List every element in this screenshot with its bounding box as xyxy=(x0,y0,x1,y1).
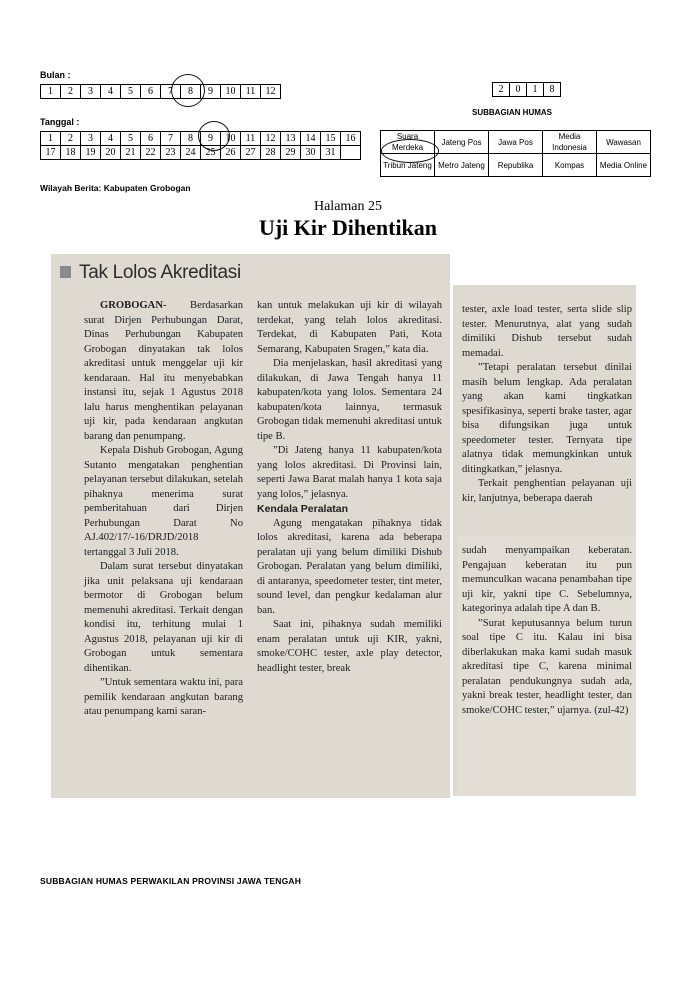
article-paragraph xyxy=(84,299,243,444)
cell: 9 xyxy=(201,85,221,99)
cell: 6 xyxy=(141,85,161,99)
article-column-3-top xyxy=(462,303,632,506)
cell: 25 xyxy=(201,146,221,160)
cell: 21 xyxy=(121,146,141,160)
cell: Media Indonesia xyxy=(543,131,597,154)
paragraph-text: Dia menjelaskan, hasil akreditasi yang dilakukan, di Jawa Tengah hanya 11 kabupaten/kota yang lolos. Sementara 24 kabupaten/kota lainnya, termasuk Grobogan tidak memenuhi akreditasi untuk tipe B. xyxy=(257,358,442,442)
article-paragraph xyxy=(84,676,243,720)
cell: 3 xyxy=(81,132,101,146)
cell: 1 xyxy=(527,83,544,97)
cell: 17 xyxy=(41,146,61,160)
cell: Tribun Jateng xyxy=(381,154,435,177)
cell: 12 xyxy=(261,132,281,146)
cell: 13 xyxy=(281,132,301,146)
dateline: GROBOGAN- xyxy=(100,300,167,311)
cell: 4 xyxy=(101,132,121,146)
cell: Wawasan xyxy=(597,131,651,154)
article-paragraph xyxy=(257,444,442,502)
cell: 23 xyxy=(161,146,181,160)
cell: Metro Jateng xyxy=(435,154,489,177)
cell: 14 xyxy=(301,132,321,146)
cell: 1 xyxy=(41,132,61,146)
tanggal-label: Tanggal : xyxy=(40,117,80,127)
cell: 5 xyxy=(121,132,141,146)
article-paragraph xyxy=(462,617,632,719)
paragraph-text: ”Di Jateng hanya 11 kabupaten/kota yang lolos akreditasi. Di Provinsi lain, seperti Jawa Barat malah hanya 1 kota saja yang lolos,” jelasnya. xyxy=(257,445,442,500)
cell: 1 xyxy=(41,85,61,99)
cell: 5 xyxy=(121,85,141,99)
cell: Suara Merdeka xyxy=(381,131,435,154)
paragraph-text: ”Tetapi peralatan tersebut dinilai masih belum lengkap. Ada peralatan yang akan kami tingkatkan spesifikasinya, seperti brake taster, agar bisa difungsikan juga untuk speedometer tester. Ternyata tipe alatnya tidak memungkinkan untuk ditingkatkan,” jelasnya. xyxy=(462,362,632,475)
cell: 3 xyxy=(81,85,101,99)
article-paragraph xyxy=(462,361,632,477)
bulan-label: Bulan : xyxy=(40,70,71,80)
cell: 26 xyxy=(221,146,241,160)
cell: 7 xyxy=(161,85,181,99)
cell: 30 xyxy=(301,146,321,160)
article-subheading: Kendala Peralatan xyxy=(257,503,349,515)
cell: 4 xyxy=(101,85,121,99)
paragraph-text: Dalam surat tersebut dinyatakan jika unit pelaksana uji kendaraan bermotor di Grobogan belum memenuhi akreditasi. Terkait dengan kondisi itu, terhitung mulai 1 Agustus 2018, pelayanan uji kir di Grobogan untuk sementara dihentikan. xyxy=(84,561,243,674)
article-paragraph xyxy=(257,618,442,676)
article-paragraph xyxy=(462,477,632,506)
cell: 29 xyxy=(281,146,301,160)
article-paragraph xyxy=(462,303,632,361)
paragraph-text: ”Untuk sementara waktu ini, para pemilik kendaraan angkutan barang atau penumpang kami saran- xyxy=(84,677,243,717)
paragraph-text: Berdasarkan surat Dirjen Perhubungan Darat, Dinas Perhubungan Kabupaten Grobogan dinyatakan tak lolos akreditasi untuk menggelar uji kir kendaraan. Hal itu menyebabkan instansi itu, sejak 1 Agustus 2018 lalu harus menghentikan pelayanan uji kir, pada kendaraan angkutan barang dan penumpang. xyxy=(84,300,243,442)
paragraph-text: Kepala Dishub Grobogan, Agung Sutanto mengatakan penghentian pelayanan tersebut dilakukan, setelah pihaknya menerima surat pemberitahuan dari Dirjen Perhubungan Darat No AJ.402/17/-16/DRJD/2018 tertanggal 3 Juli 2018. xyxy=(84,445,243,558)
article-banner: Tak Lolos Akreditasi xyxy=(60,262,241,284)
article-paragraph xyxy=(257,299,442,357)
cell: 11 xyxy=(241,132,261,146)
cell: 31 xyxy=(321,146,341,160)
cell: 8 xyxy=(181,132,201,146)
cell: 6 xyxy=(141,132,161,146)
cell: 10 xyxy=(221,132,241,146)
cell: 8 xyxy=(181,85,201,99)
cell: 2 xyxy=(61,132,81,146)
cell: 11 xyxy=(241,85,261,99)
cell: 15 xyxy=(321,132,341,146)
cell: Republika xyxy=(489,154,543,177)
cell: 2 xyxy=(61,85,81,99)
cell: 18 xyxy=(61,146,81,160)
paragraph-text: sudah menyampaikan keberatan. Pengajuan keberatan itu pun memunculkan wacana penambahan tipe uji kir, yakni tipe C. Sebelumnya, kategorinya adalah tipe A dan B. xyxy=(462,545,632,614)
cell: 8 xyxy=(544,83,561,97)
article-paragraph xyxy=(257,517,442,619)
cell: 24 xyxy=(181,146,201,160)
wilayah-berita: Wilayah Berita: Kabupaten Grobogan xyxy=(40,183,191,193)
cell: 22 xyxy=(141,146,161,160)
paragraph-text: ”Surat keputusannya belum turun soal tipe C itu. Kalau ini bisa diberlakukan maka kami sudah masuk akreditasi tipe C, karena minimal peralatan pendukungnya sudah ada, yakni break tester, headlight tester, dan smoke/COHC tester,” ujarnya. (zul-42) xyxy=(462,617,632,716)
paragraph-text: kan untuk melakukan uji kir di wilayah terdekat, yang telah lolos akreditasi. Terdekat, di Kabupaten Pati, Kota Semarang, Kabupaten Sragen,” kata dia. xyxy=(257,300,442,355)
headline: Uji Kir Dihentikan xyxy=(258,215,438,240)
cell: Jawa Pos xyxy=(489,131,543,154)
cell: Jateng Pos xyxy=(435,131,489,154)
footer: SUBBAGIAN HUMAS PERWAKILAN PROVINSI JAWA TENGAH xyxy=(40,876,302,886)
article-paragraph xyxy=(257,357,442,444)
cell: 20 xyxy=(101,146,121,160)
article-paragraph xyxy=(462,544,632,617)
cell: 2 xyxy=(493,83,510,97)
paragraph-text: Saat ini, pihaknya sudah memiliki enam peralatan untuk uji KIR, yakni, smoke/COHC tester, axle play detector, headlight tester, break xyxy=(257,619,442,674)
cell: Kompas xyxy=(543,154,597,177)
article-paragraph xyxy=(84,560,243,676)
cell: 28 xyxy=(261,146,281,160)
cell: Media Online xyxy=(597,154,651,177)
cell: 27 xyxy=(241,146,261,160)
article-column-2 xyxy=(257,299,442,676)
paragraph-text: Terkait penghentian pelayanan uji kir, lanjutnya, beberapa daerah xyxy=(462,478,632,504)
cell: 10 xyxy=(221,85,241,99)
article-column-1 xyxy=(84,299,243,720)
cell: 12 xyxy=(261,85,281,99)
cell: 9 xyxy=(201,132,221,146)
cell: 7 xyxy=(161,132,181,146)
paragraph-text: tester, axle load tester, serta slide slip tester. Menurutnya, alat yang sudah dimiliki Dishub tersebut sudah memadai. xyxy=(462,304,632,359)
cell: 19 xyxy=(81,146,101,160)
cell: 0 xyxy=(510,83,527,97)
page-number: Halaman 25 xyxy=(313,199,383,214)
article-paragraph xyxy=(84,444,243,560)
paragraph-text: Agung mengatakan pihaknya tidak lolos akreditasi, karena ada beberapa peralatan uji yang belum dimiliki Dishub Grobogan. Peralatan yang belum dimiliki, di antaranya, speedometer tester, tint meter, sound level, dan pengkur kedalaman alur ban. xyxy=(257,517,442,616)
subbagian-label: SUBBAGIAN HUMAS xyxy=(472,108,552,117)
cell: 16 xyxy=(341,132,361,146)
article-column-3-bottom xyxy=(462,544,632,718)
